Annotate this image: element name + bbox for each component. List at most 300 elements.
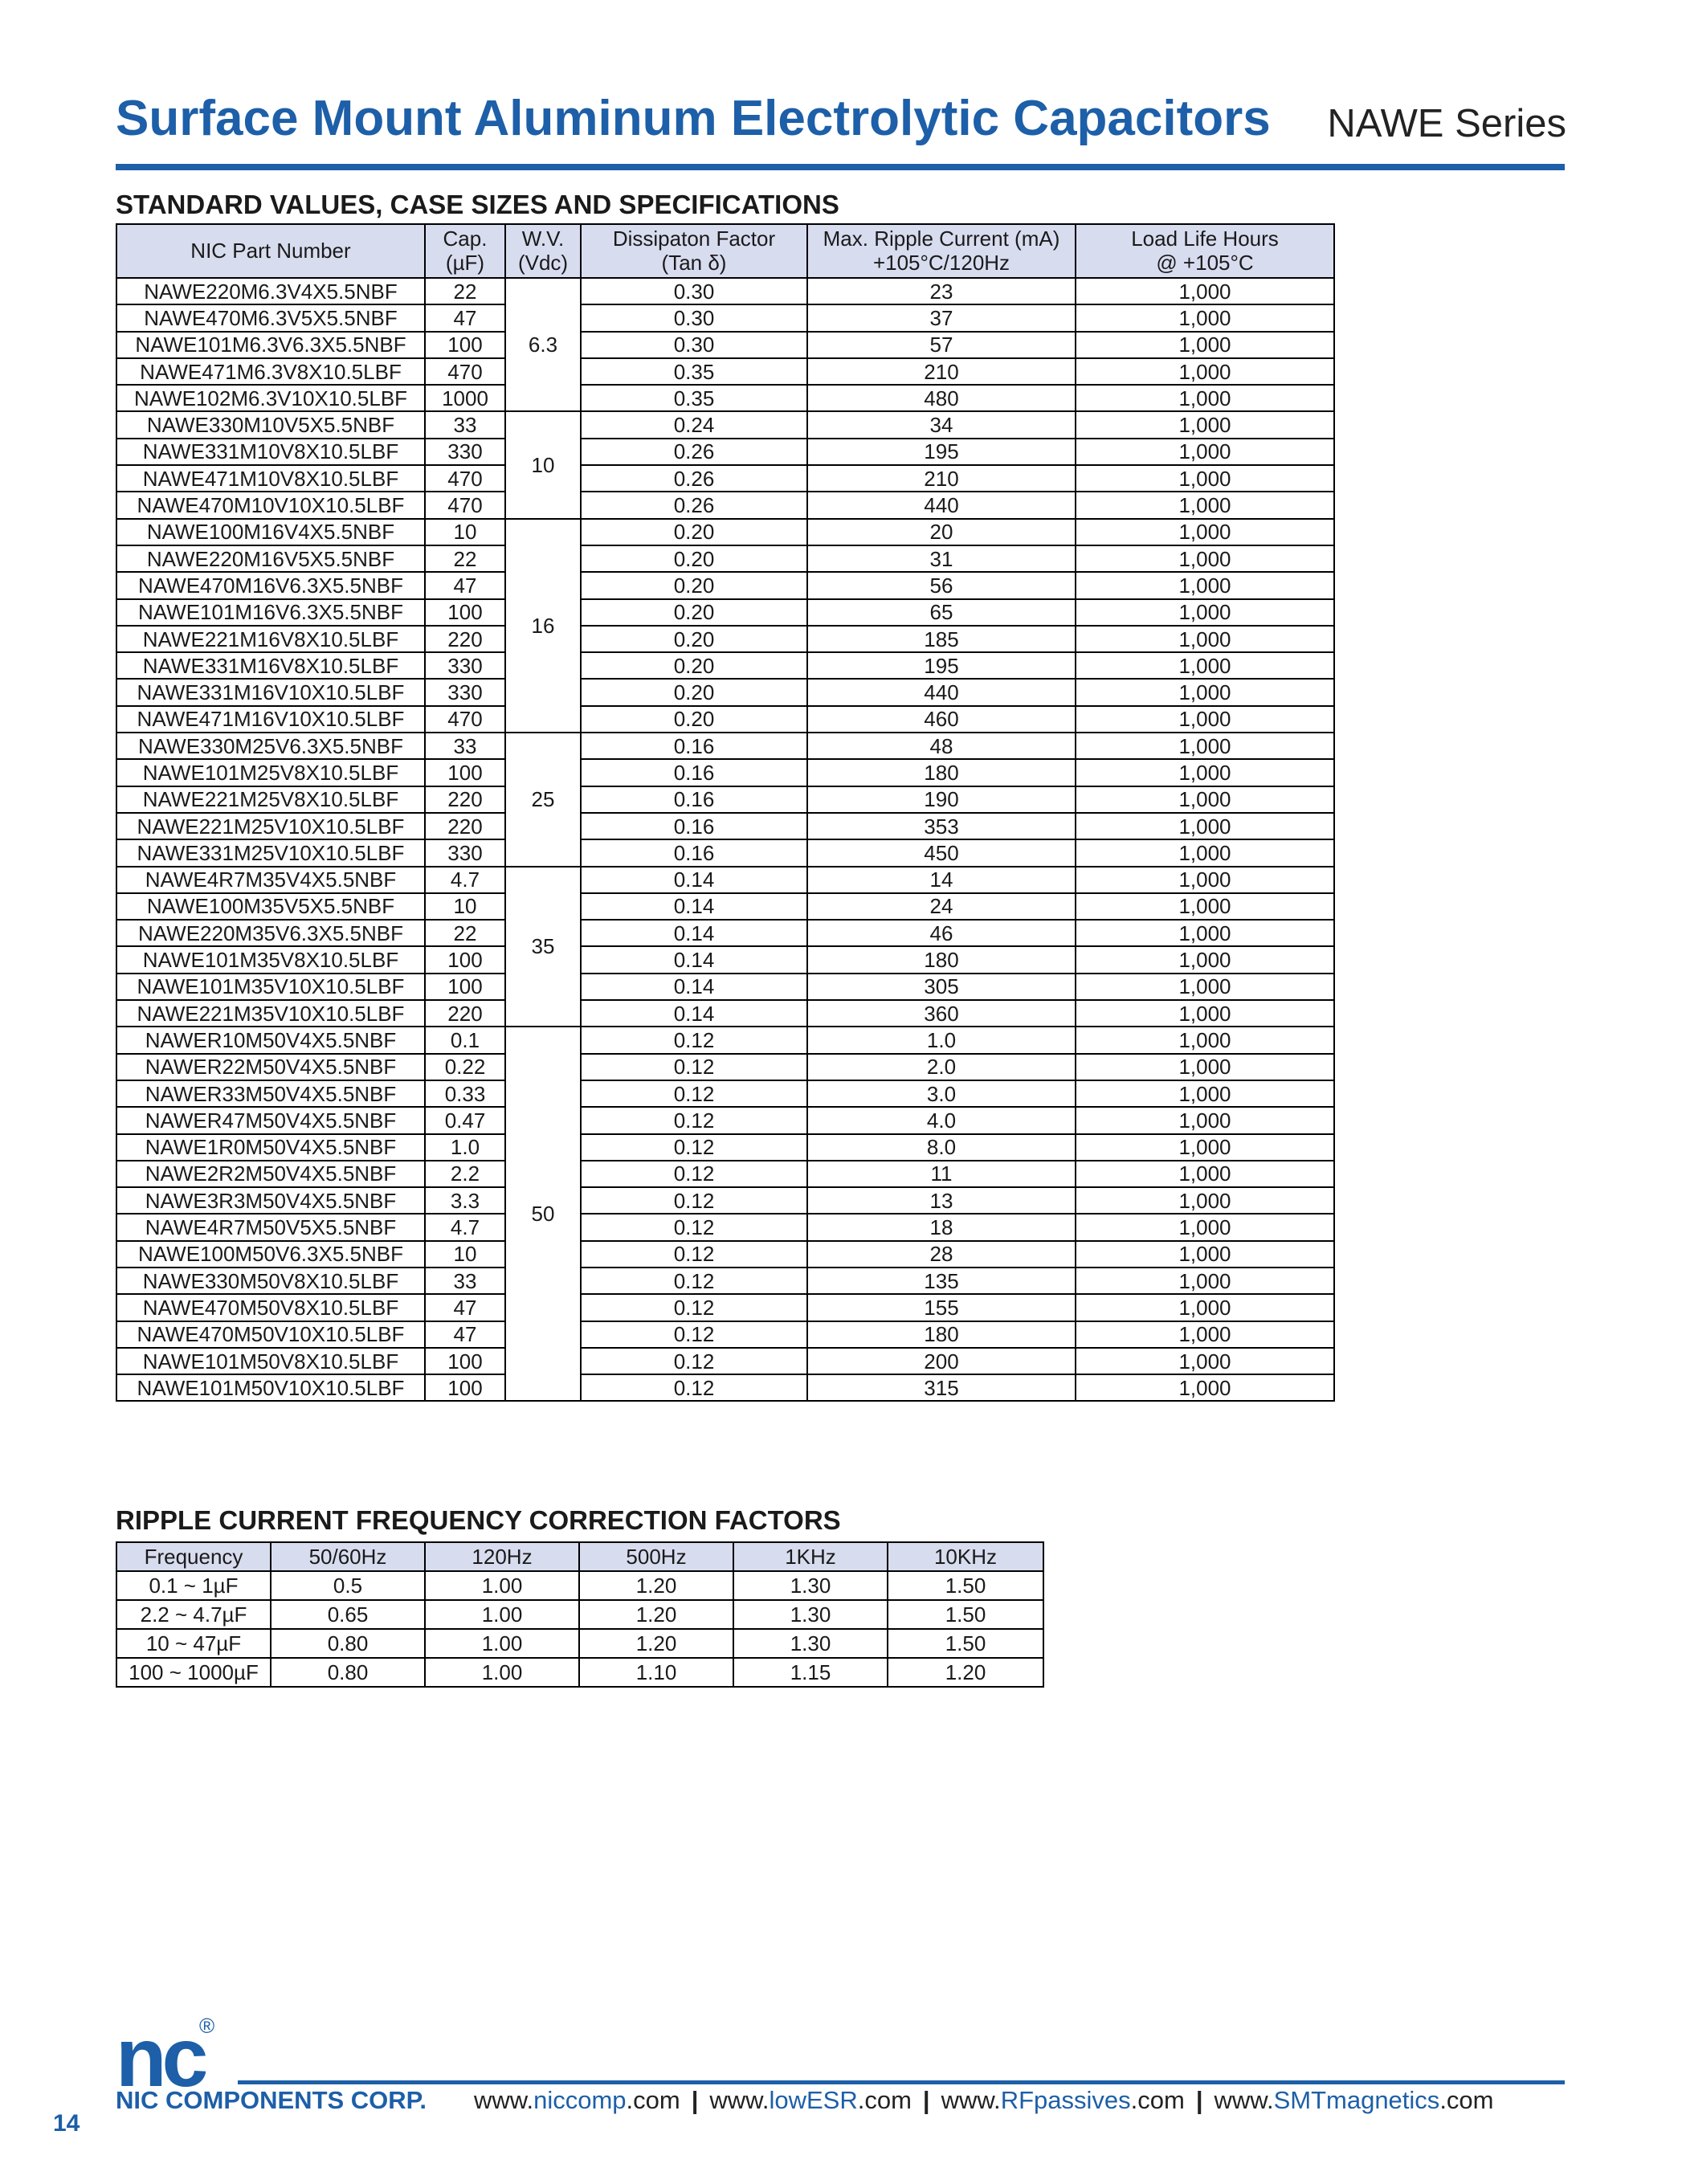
ripple-current-cell: 1.0	[807, 1027, 1076, 1053]
part-number-cell: NAWE102M6.3V10X10.5LBF	[116, 385, 425, 411]
load-life-cell: 1,000	[1076, 1374, 1334, 1401]
part-number-cell: NAWE101M25V8X10.5LBF	[116, 759, 425, 786]
dissipation-factor-cell: 0.16	[581, 759, 807, 786]
ripple-current-cell: 180	[807, 1321, 1076, 1348]
capacitance-cell: 47	[425, 572, 505, 598]
part-number-cell: NAWE331M16V8X10.5LBF	[116, 652, 425, 679]
table-row	[116, 465, 1334, 492]
correction-factor-cell: 0.80	[271, 1629, 425, 1658]
load-life-cell: 1,000	[1076, 1134, 1334, 1161]
capacitance-cell: 2.2	[425, 1161, 505, 1187]
part-number-cell: NAWE220M35V6.3X5.5NBF	[116, 920, 425, 946]
dissipation-factor-cell: 0.16	[581, 786, 807, 813]
dissipation-factor-cell: 0.20	[581, 626, 807, 652]
part-number-cell: NAWE101M50V8X10.5LBF	[116, 1348, 425, 1374]
load-life-cell: 1,000	[1076, 278, 1334, 304]
ripple-current-cell: 180	[807, 946, 1076, 973]
ripple-col-header: 50/60Hz	[271, 1542, 425, 1571]
capacitance-cell: 10	[425, 1241, 505, 1268]
part-number-cell: NAWE470M50V10X10.5LBF	[116, 1321, 425, 1348]
part-number-cell: NAWE471M16V10X10.5LBF	[116, 706, 425, 733]
footer-divider	[238, 2080, 1565, 2084]
page-number: 14	[53, 2110, 80, 2137]
part-number-cell: NAWE101M50V10X10.5LBF	[116, 1374, 425, 1401]
capacitance-cell: 4.7	[425, 867, 505, 893]
ripple-current-cell: 180	[807, 759, 1076, 786]
dissipation-factor-cell: 0.20	[581, 545, 807, 572]
part-number-cell: NAWE470M50V8X10.5LBF	[116, 1294, 425, 1321]
ripple-current-cell: 18	[807, 1214, 1076, 1240]
ripple-current-cell: 195	[807, 652, 1076, 679]
part-number-cell: NAWE220M6.3V4X5.5NBF	[116, 278, 425, 304]
capacitance-cell: 3.3	[425, 1187, 505, 1214]
capacitance-cell: 22	[425, 545, 505, 572]
capacitance-cell: 47	[425, 1321, 505, 1348]
correction-factor-cell: 1.10	[579, 1658, 733, 1687]
table-row	[116, 1294, 1334, 1321]
capacitance-cell: 33	[425, 411, 505, 438]
capacitance-cell: 330	[425, 839, 505, 866]
ripple-current-cell: 155	[807, 1294, 1076, 1321]
correction-factor-cell: 0.5	[271, 1571, 425, 1600]
load-life-cell: 1,000	[1076, 385, 1334, 411]
load-life-cell: 1,000	[1076, 465, 1334, 492]
load-life-cell: 1,000	[1076, 813, 1334, 839]
working-voltage-cell: 35	[505, 867, 581, 1027]
part-number-cell: NAWE1R0M50V4X5.5NBF	[116, 1134, 425, 1161]
capacitance-cell: 470	[425, 465, 505, 492]
capacitance-cell: 0.33	[425, 1080, 505, 1107]
capacitance-range-cell: 2.2 ~ 4.7µF	[116, 1600, 271, 1629]
part-number-cell: NAWE101M35V8X10.5LBF	[116, 946, 425, 973]
dissipation-factor-cell: 0.26	[581, 465, 807, 492]
dissipation-factor-cell: 0.12	[581, 1374, 807, 1401]
load-life-cell: 1,000	[1076, 545, 1334, 572]
load-life-cell: 1,000	[1076, 1294, 1334, 1321]
table-row	[116, 1658, 1043, 1687]
ripple-current-cell: 460	[807, 706, 1076, 733]
load-life-cell: 1,000	[1076, 679, 1334, 705]
link-suffix: .com	[857, 2086, 912, 2114]
load-life-cell: 1,000	[1076, 1000, 1334, 1027]
capacitance-cell: 1.0	[425, 1134, 505, 1161]
ripple-correction-table	[116, 1541, 1044, 1688]
part-number-cell: NAWER47M50V4X5.5NBF	[116, 1107, 425, 1133]
correction-factor-cell: 1.15	[733, 1658, 888, 1687]
part-number-cell: NAWE331M10V8X10.5LBF	[116, 439, 425, 465]
correction-factor-cell: 1.00	[425, 1600, 579, 1629]
dissipation-factor-cell: 0.12	[581, 1348, 807, 1374]
table-row	[116, 1054, 1334, 1080]
website-link[interactable]	[941, 2086, 1185, 2114]
table-row	[116, 545, 1334, 572]
part-number-cell: NAWER10M50V4X5.5NBF	[116, 1027, 425, 1053]
spec-table-body	[116, 278, 1334, 1401]
part-number-cell: NAWE101M16V6.3X5.5NBF	[116, 599, 425, 626]
table-row	[116, 893, 1334, 920]
ripple-current-cell: 440	[807, 679, 1076, 705]
table-row	[116, 519, 1334, 545]
table-row	[116, 1000, 1334, 1027]
ripple-current-cell: 210	[807, 465, 1076, 492]
dissipation-factor-cell: 0.12	[581, 1294, 807, 1321]
table-row	[116, 652, 1334, 679]
table-row	[116, 1107, 1334, 1133]
part-number-cell: NAWE4R7M50V5X5.5NBF	[116, 1214, 425, 1240]
load-life-cell: 1,000	[1076, 439, 1334, 465]
ripple-current-cell: 353	[807, 813, 1076, 839]
ripple-current-cell: 2.0	[807, 1054, 1076, 1080]
correction-factor-cell: 1.20	[579, 1571, 733, 1600]
load-life-cell: 1,000	[1076, 1161, 1334, 1187]
ripple-table-body	[116, 1571, 1043, 1687]
ripple-current-cell: 450	[807, 839, 1076, 866]
ripple-current-cell: 185	[807, 626, 1076, 652]
link-separator: |	[691, 2086, 699, 2114]
link-highlight: niccomp	[533, 2086, 627, 2114]
spec-table	[116, 223, 1335, 1402]
website-link[interactable]	[474, 2086, 680, 2114]
part-number-cell: NAWE470M6.3V5X5.5NBF	[116, 304, 425, 331]
dissipation-factor-cell: 0.12	[581, 1107, 807, 1133]
dissipation-factor-cell: 0.30	[581, 332, 807, 358]
page-title: Surface Mount Aluminum Electrolytic Capacitors	[116, 91, 1271, 146]
dissipation-factor-cell: 0.14	[581, 974, 807, 1000]
capacitance-cell: 47	[425, 1294, 505, 1321]
part-number-cell: NAWE101M6.3V6.3X5.5NBF	[116, 332, 425, 358]
correction-factor-cell: 1.20	[888, 1658, 1043, 1687]
ripple-current-cell: 65	[807, 599, 1076, 626]
correction-factor-cell: 1.20	[579, 1600, 733, 1629]
load-life-cell: 1,000	[1076, 1187, 1334, 1214]
table-row	[116, 1187, 1334, 1214]
table-row	[116, 626, 1334, 652]
load-life-cell: 1,000	[1076, 519, 1334, 545]
table-row	[116, 358, 1334, 385]
table-row	[116, 706, 1334, 733]
capacitance-cell: 1000	[425, 385, 505, 411]
table-row	[116, 439, 1334, 465]
load-life-cell: 1,000	[1076, 1080, 1334, 1107]
col-header-wv: W.V. (Vdc)	[505, 224, 581, 278]
dissipation-factor-cell: 0.20	[581, 652, 807, 679]
part-number-cell: NAWER33M50V4X5.5NBF	[116, 1080, 425, 1107]
dissipation-factor-cell: 0.14	[581, 867, 807, 893]
part-number-cell: NAWE330M10V5X5.5NBF	[116, 411, 425, 438]
table-row	[116, 1600, 1043, 1629]
table-row	[116, 1241, 1334, 1268]
capacitance-cell: 330	[425, 679, 505, 705]
ripple-current-cell: 46	[807, 920, 1076, 946]
link-suffix: .com	[626, 2086, 680, 2114]
correction-factor-cell: 1.30	[733, 1571, 888, 1600]
load-life-cell: 1,000	[1076, 492, 1334, 518]
load-life-cell: 1,000	[1076, 733, 1334, 759]
ripple-current-cell: 56	[807, 572, 1076, 598]
spec-section-heading: STANDARD VALUES, CASE SIZES AND SPECIFICATIONS	[116, 190, 839, 219]
dissipation-factor-cell: 0.26	[581, 439, 807, 465]
ripple-current-cell: 135	[807, 1268, 1076, 1294]
col-header-ripple: Max. Ripple Current (mA) +105°C/120Hz	[807, 224, 1076, 278]
load-life-cell: 1,000	[1076, 786, 1334, 813]
correction-factor-cell: 1.50	[888, 1600, 1043, 1629]
correction-factor-cell: 1.00	[425, 1571, 579, 1600]
ripple-col-header: Frequency	[116, 1542, 271, 1571]
capacitance-cell: 470	[425, 492, 505, 518]
capacitance-cell: 470	[425, 706, 505, 733]
load-life-cell: 1,000	[1076, 759, 1334, 786]
table-row	[116, 733, 1334, 759]
capacitance-cell: 330	[425, 652, 505, 679]
part-number-cell: NAWE471M10V8X10.5LBF	[116, 465, 425, 492]
col-header-cap: Cap. (µF)	[425, 224, 505, 278]
part-number-cell: NAWE331M16V10X10.5LBF	[116, 679, 425, 705]
table-row	[116, 1161, 1334, 1187]
table-row	[116, 1080, 1334, 1107]
part-number-cell: NAWE471M6.3V8X10.5LBF	[116, 358, 425, 385]
part-number-cell: NAWE3R3M50V4X5.5NBF	[116, 1187, 425, 1214]
load-life-cell: 1,000	[1076, 1054, 1334, 1080]
load-life-cell: 1,000	[1076, 1107, 1334, 1133]
ripple-current-cell: 8.0	[807, 1134, 1076, 1161]
ripple-current-cell: 23	[807, 278, 1076, 304]
website-link[interactable]	[1215, 2086, 1494, 2114]
capacitance-range-cell: 0.1 ~ 1µF	[116, 1571, 271, 1600]
ripple-current-cell: 11	[807, 1161, 1076, 1187]
dissipation-factor-cell: 0.12	[581, 1214, 807, 1240]
capacitance-cell: 470	[425, 358, 505, 385]
table-row	[116, 304, 1334, 331]
working-voltage-cell: 25	[505, 733, 581, 866]
dissipation-factor-cell: 0.12	[581, 1027, 807, 1053]
load-life-cell: 1,000	[1076, 946, 1334, 973]
registered-mark: ®	[199, 2014, 215, 2038]
load-life-cell: 1,000	[1076, 599, 1334, 626]
capacitance-cell: 100	[425, 1348, 505, 1374]
part-number-cell: NAWE470M16V6.3X5.5NBF	[116, 572, 425, 598]
table-row	[116, 1268, 1334, 1294]
link-highlight: lowESR	[769, 2086, 858, 2114]
dissipation-factor-cell: 0.20	[581, 519, 807, 545]
ripple-current-cell: 24	[807, 893, 1076, 920]
ripple-current-cell: 34	[807, 411, 1076, 438]
part-number-cell: NAWER22M50V4X5.5NBF	[116, 1054, 425, 1080]
table-row	[116, 411, 1334, 438]
dissipation-factor-cell: 0.12	[581, 1080, 807, 1107]
ripple-current-cell: 190	[807, 786, 1076, 813]
table-row	[116, 974, 1334, 1000]
load-life-cell: 1,000	[1076, 1348, 1334, 1374]
working-voltage-cell: 16	[505, 519, 581, 733]
ripple-current-cell: 28	[807, 1241, 1076, 1268]
capacitance-cell: 100	[425, 946, 505, 973]
load-life-cell: 1,000	[1076, 304, 1334, 331]
ripple-section-heading: RIPPLE CURRENT FREQUENCY CORRECTION FACTORS	[116, 1505, 841, 1535]
capacitance-cell: 220	[425, 813, 505, 839]
ripple-current-cell: 315	[807, 1374, 1076, 1401]
table-row	[116, 492, 1334, 518]
part-number-cell: NAWE470M10V10X10.5LBF	[116, 492, 425, 518]
logo-text: nc	[116, 2012, 204, 2088]
capacitance-cell: 220	[425, 626, 505, 652]
load-life-cell: 1,000	[1076, 1027, 1334, 1053]
correction-factor-cell: 0.80	[271, 1658, 425, 1687]
load-life-cell: 1,000	[1076, 652, 1334, 679]
load-life-cell: 1,000	[1076, 974, 1334, 1000]
capacitance-cell: 100	[425, 759, 505, 786]
ripple-current-cell: 57	[807, 332, 1076, 358]
col-header-part: NIC Part Number	[116, 224, 425, 278]
table-row	[116, 599, 1334, 626]
part-number-cell: NAWE331M25V10X10.5LBF	[116, 839, 425, 866]
table-row	[116, 813, 1334, 839]
link-suffix: .com	[1130, 2086, 1185, 2114]
load-life-cell: 1,000	[1076, 920, 1334, 946]
col-header-life: Load Life Hours @ +105°C	[1076, 224, 1334, 278]
ripple-current-cell: 14	[807, 867, 1076, 893]
dissipation-factor-cell: 0.30	[581, 304, 807, 331]
capacitance-cell: 33	[425, 733, 505, 759]
table-row	[116, 1571, 1043, 1600]
dissipation-factor-cell: 0.14	[581, 946, 807, 973]
dissipation-factor-cell: 0.20	[581, 572, 807, 598]
ripple-current-cell: 360	[807, 1000, 1076, 1027]
table-row	[116, 759, 1334, 786]
part-number-cell: NAWE330M50V8X10.5LBF	[116, 1268, 425, 1294]
capacitance-cell: 0.22	[425, 1054, 505, 1080]
capacitance-cell: 100	[425, 599, 505, 626]
load-life-cell: 1,000	[1076, 332, 1334, 358]
website-link[interactable]	[709, 2086, 912, 2114]
dissipation-factor-cell: 0.12	[581, 1187, 807, 1214]
load-life-cell: 1,000	[1076, 839, 1334, 866]
load-life-cell: 1,000	[1076, 1241, 1334, 1268]
table-row	[116, 1374, 1334, 1401]
dissipation-factor-cell: 0.14	[581, 1000, 807, 1027]
series-name: NAWE Series	[1327, 102, 1566, 145]
capacitance-range-cell: 100 ~ 1000µF	[116, 1658, 271, 1687]
correction-factor-cell: 1.20	[579, 1629, 733, 1658]
link-separator: |	[1195, 2086, 1203, 2114]
table-row	[116, 1214, 1334, 1240]
link-prefix: www.	[1214, 2086, 1274, 2114]
load-life-cell: 1,000	[1076, 626, 1334, 652]
table-row	[116, 839, 1334, 866]
ripple-col-header: 1KHz	[733, 1542, 888, 1571]
table-row	[116, 385, 1334, 411]
link-separator: |	[922, 2086, 930, 2114]
title-divider	[116, 164, 1565, 170]
load-life-cell: 1,000	[1076, 867, 1334, 893]
ripple-col-header: 500Hz	[579, 1542, 733, 1571]
link-suffix: .com	[1439, 2086, 1494, 2114]
table-row	[116, 679, 1334, 705]
capacitance-cell: 220	[425, 786, 505, 813]
part-number-cell: NAWE100M50V6.3X5.5NBF	[116, 1241, 425, 1268]
table-row	[116, 786, 1334, 813]
ripple-current-cell: 31	[807, 545, 1076, 572]
load-life-cell: 1,000	[1076, 1268, 1334, 1294]
table-row	[116, 1348, 1334, 1374]
part-number-cell: NAWE221M16V8X10.5LBF	[116, 626, 425, 652]
capacitance-cell: 100	[425, 332, 505, 358]
ripple-current-cell: 13	[807, 1187, 1076, 1214]
table-row	[116, 946, 1334, 973]
ripple-current-cell: 4.0	[807, 1107, 1076, 1133]
company-name: NIC COMPONENTS CORP.	[116, 2086, 427, 2114]
correction-factor-cell: 0.65	[271, 1600, 425, 1629]
ripple-current-cell: 3.0	[807, 1080, 1076, 1107]
dissipation-factor-cell: 0.12	[581, 1241, 807, 1268]
load-life-cell: 1,000	[1076, 358, 1334, 385]
dissipation-factor-cell: 0.12	[581, 1161, 807, 1187]
dissipation-factor-cell: 0.12	[581, 1134, 807, 1161]
dissipation-factor-cell: 0.16	[581, 733, 807, 759]
dissipation-factor-cell: 0.16	[581, 839, 807, 866]
working-voltage-cell: 6.3	[505, 278, 581, 411]
table-row	[116, 278, 1334, 304]
ripple-current-cell: 200	[807, 1348, 1076, 1374]
table-row	[116, 332, 1334, 358]
dissipation-factor-cell: 0.12	[581, 1054, 807, 1080]
table-row	[116, 1321, 1334, 1348]
link-highlight: SMTmagnetics	[1273, 2086, 1440, 2114]
part-number-cell: NAWE2R2M50V4X5.5NBF	[116, 1161, 425, 1187]
capacitance-cell: 4.7	[425, 1214, 505, 1240]
dissipation-factor-cell: 0.14	[581, 893, 807, 920]
dissipation-factor-cell: 0.20	[581, 679, 807, 705]
part-number-cell: NAWE101M35V10X10.5LBF	[116, 974, 425, 1000]
load-life-cell: 1,000	[1076, 411, 1334, 438]
table-row	[116, 867, 1334, 893]
dissipation-factor-cell: 0.26	[581, 492, 807, 518]
capacitance-cell: 100	[425, 974, 505, 1000]
correction-factor-cell: 1.50	[888, 1629, 1043, 1658]
dissipation-factor-cell: 0.12	[581, 1268, 807, 1294]
ripple-current-cell: 305	[807, 974, 1076, 1000]
correction-factor-cell: 1.00	[425, 1658, 579, 1687]
load-life-cell: 1,000	[1076, 706, 1334, 733]
ripple-col-header: 10KHz	[888, 1542, 1043, 1571]
load-life-cell: 1,000	[1076, 893, 1334, 920]
dissipation-factor-cell: 0.12	[581, 1321, 807, 1348]
dissipation-factor-cell: 0.35	[581, 358, 807, 385]
load-life-cell: 1,000	[1076, 1321, 1334, 1348]
working-voltage-cell: 10	[505, 411, 581, 518]
table-row	[116, 1027, 1334, 1053]
load-life-cell: 1,000	[1076, 572, 1334, 598]
spec-header-row	[116, 224, 1334, 278]
footer-links	[474, 2086, 1494, 2115]
correction-factor-cell: 1.00	[425, 1629, 579, 1658]
part-number-cell: NAWE221M35V10X10.5LBF	[116, 1000, 425, 1027]
part-number-cell: NAWE221M25V10X10.5LBF	[116, 813, 425, 839]
part-number-cell: NAWE100M16V4X5.5NBF	[116, 519, 425, 545]
part-number-cell: NAWE4R7M35V4X5.5NBF	[116, 867, 425, 893]
capacitance-cell: 220	[425, 1000, 505, 1027]
link-prefix: www.	[709, 2086, 770, 2114]
dissipation-factor-cell: 0.30	[581, 278, 807, 304]
capacitance-cell: 0.1	[425, 1027, 505, 1053]
dissipation-factor-cell: 0.24	[581, 411, 807, 438]
link-prefix: www.	[474, 2086, 534, 2114]
capacitance-cell: 33	[425, 1268, 505, 1294]
table-row	[116, 920, 1334, 946]
capacitance-cell: 22	[425, 278, 505, 304]
ripple-current-cell: 210	[807, 358, 1076, 385]
capacitance-cell: 0.47	[425, 1107, 505, 1133]
ripple-current-cell: 48	[807, 733, 1076, 759]
